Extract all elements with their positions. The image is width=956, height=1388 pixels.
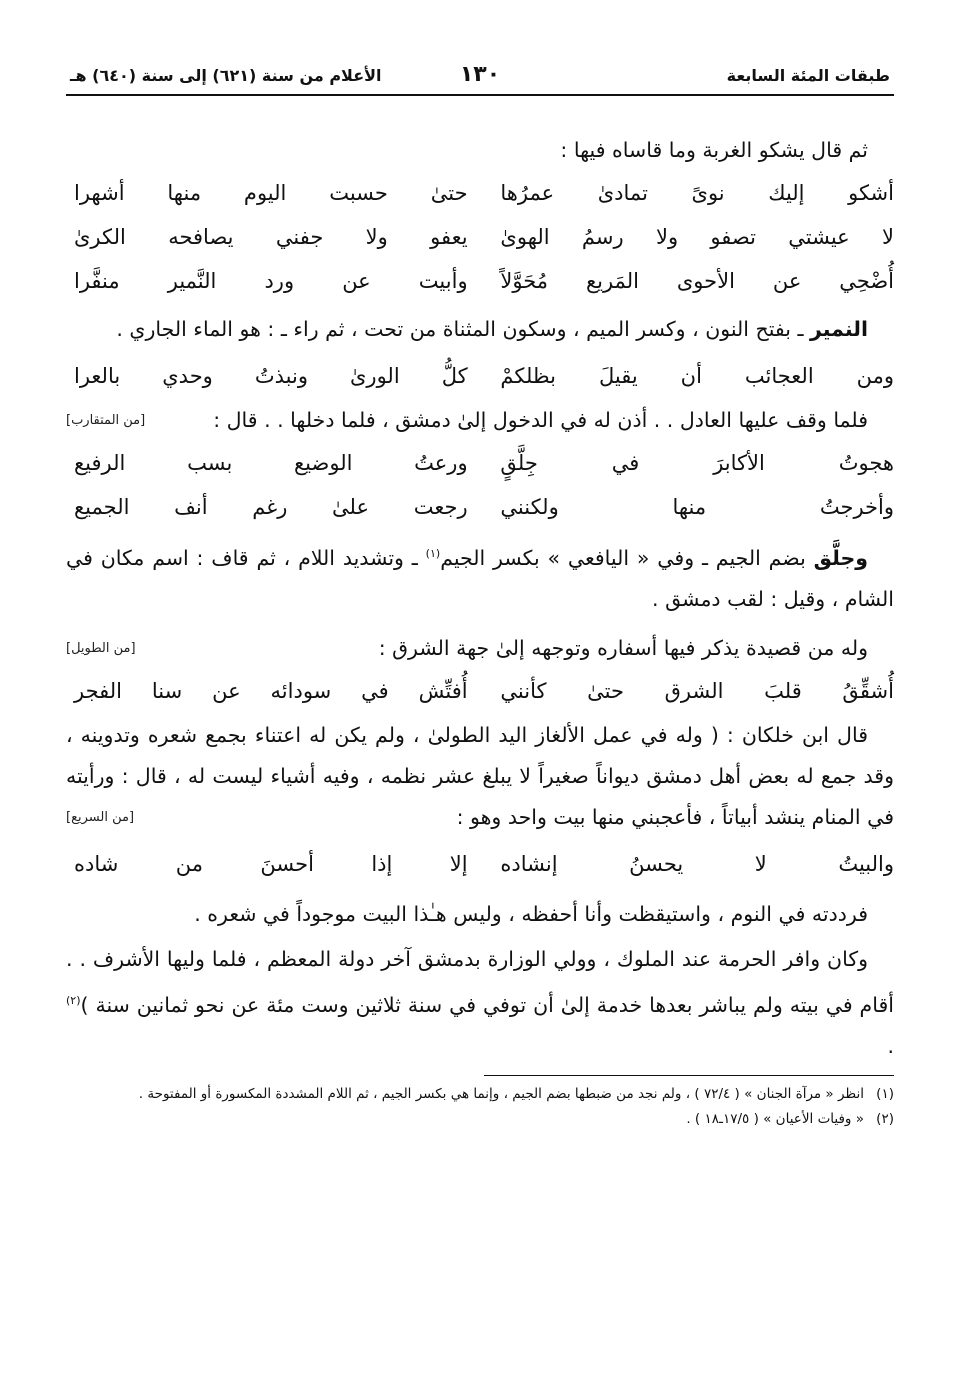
quote-paragraph: قال ابن خلكان : ( وله في عمل الألغاز اليد الطولىٰ ، ولم يكن له اعتناء بجمع شعره وتدوينه ، وقد جمع له بعض أهل دمشق ديواناً صغيراً لا يبلغ عشر نظمه ، وفيه أشياء ليست له ، قال : ورأيته في المنام ينشد أبياتاً ، فأعجبني منها بيت واحد وهو : [من السريع] xyxy=(66,715,894,838)
footnotes xyxy=(66,1082,894,1132)
header-section-title: طبقات المئة السابعة xyxy=(726,66,890,85)
verse-line: وأخرجتُ منها ولكنني رجعت علىٰ رغم أنف الجميع xyxy=(74,495,894,519)
footnote: (٢)« وفيات الأعيان » ( ١٧/٥ـ١٨ ) . xyxy=(686,1110,894,1127)
intro-paragraph: فلما وقف عليها العادل . . أذن له في الدخول إلىٰ دمشق ، فلما دخلها . . قال : [من المتقارب] xyxy=(66,400,894,441)
verse-line: هجوتُ الأكابرَ في جِلَّقٍ ورعتُ الوضيع بسب الرفيع xyxy=(74,451,894,475)
footnote-ref[interactable]: (١) xyxy=(425,547,441,560)
verse-line: أُشقِّقُ قلبَ الشرق حتىٰ كأنني أُفتِّش في سودائه عن سنا الفجر xyxy=(74,678,894,703)
gloss-paragraph: النمير ـ بفتح النون ، وكسر الميم ، وسكون المثناة من تحت ، ثم راء ـ : هو الماء الجاري . xyxy=(116,317,868,341)
paragraph: وكان وافر الحرمة عند الملوك ، وولي الوزارة بدمشق آخر دولة المعظم ، فلما وليها الأشرف . . أقام في بيته ولم يباشر بعدها خدمة إلىٰ أن توفي في سنة ثلاثين وست مئة عن نحو ثمانين سنة )$^{(٢)}$ . xyxy=(66,946,894,1058)
header-year-range: الأعلام من سنة (٦٢١) إلى سنة (٦٤٠) هـ xyxy=(70,66,382,85)
paragraph: فرددته في النوم ، واستيقظت وأنا أحفظه ، وليس هـٰذا البيت موجوداً في شعره . xyxy=(194,901,868,926)
intro-paragraph: وله من قصيدة يذكر فيها أسفاره وتوجهه إلىٰ جهة الشرق : [من الطويل] xyxy=(66,628,894,669)
verse-line: أُضْحِي عن الأحوى المَريع مُحَوَّلاً وأبيت عن ورد النَّمير منفَّرا xyxy=(74,269,894,293)
verse-line: والبيتُ لا يحسنُ إنشاده إلا إذا أحسنَ من شاده xyxy=(74,851,894,876)
footnote-separator xyxy=(484,1075,894,1076)
book-page xyxy=(66,56,894,1388)
footnote-ref[interactable]: (٢) xyxy=(66,993,81,1007)
meter-label: [من الطويل] xyxy=(66,640,136,656)
verse-line: أشكو إليك نوىً تمادىٰ عمرُها حتىٰ حسبت اليوم منها أشهرا xyxy=(74,181,894,205)
intro-paragraph: ثم قال يشكو الغربة وما قاساه فيها : xyxy=(560,138,868,162)
verse-line: لا عيشتي تصفو ولا رسمُ الهوىٰ يعفو ولا جفني يصافحه الكرىٰ xyxy=(74,225,894,249)
meter-label: [من السريع] xyxy=(66,809,135,825)
meter-label: [من المتقارب] xyxy=(66,413,146,428)
footnote: (١)انظر « مرآة الجنان » ( ٧٢/٤ ) ، ولم نجد من ضبطها بضم الجيم ، وإنما هي بكسر الجيم ، ثم اللام المشددة المكسورة أو المفتوحة . xyxy=(138,1085,894,1102)
gloss-paragraph: وجلَّق بضم الجيم ـ وفي « اليافعي » بكسر الجيم$^{(١)}$ ـ وتشديد اللام ، ثم قاف : اسم مكان في الشام ، وقيل : لقب دمشق . xyxy=(66,545,894,611)
poem-3 xyxy=(66,441,894,529)
poem-1 xyxy=(66,171,894,303)
verse-line: ومن العجائب أن يقيلَ بظلكمْ كلُّ الورىٰ ونبذتُ وحدي بالعرا xyxy=(74,364,894,388)
running-header xyxy=(66,56,894,96)
page-number: ١٣٠ xyxy=(459,62,501,87)
main-text xyxy=(66,130,894,1067)
